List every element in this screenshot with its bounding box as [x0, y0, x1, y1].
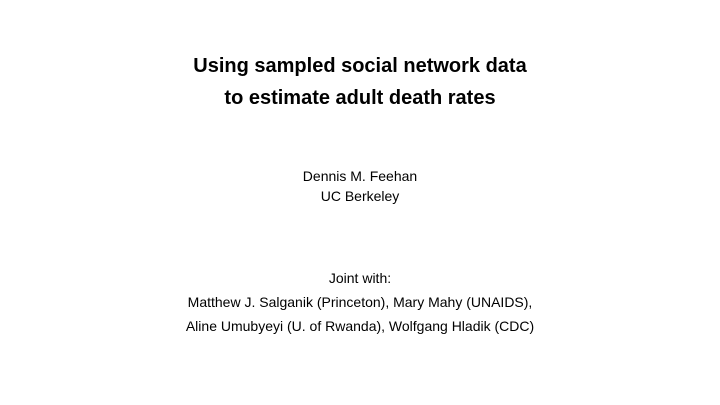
coauthors-line-2: Aline Umubyeyi (U. of Rwanda), Wolfgang Hladik (CDC) [185, 318, 535, 334]
slide-title [0, 50, 720, 114]
joint-label: Joint with: [328, 270, 392, 286]
slide-title-line-1: Using sampled social network data [193, 55, 527, 77]
author-name: Dennis M. Feehan [302, 168, 418, 184]
coauthors-line-1: Matthew J. Salganik (Princeton), Mary Mahy (UNAIDS), [187, 294, 533, 310]
slide-title-line-2: to estimate adult death rates [224, 87, 496, 109]
author-affiliation: UC Berkeley [320, 188, 400, 204]
coauthors-block [0, 266, 720, 338]
author-block [0, 166, 720, 206]
